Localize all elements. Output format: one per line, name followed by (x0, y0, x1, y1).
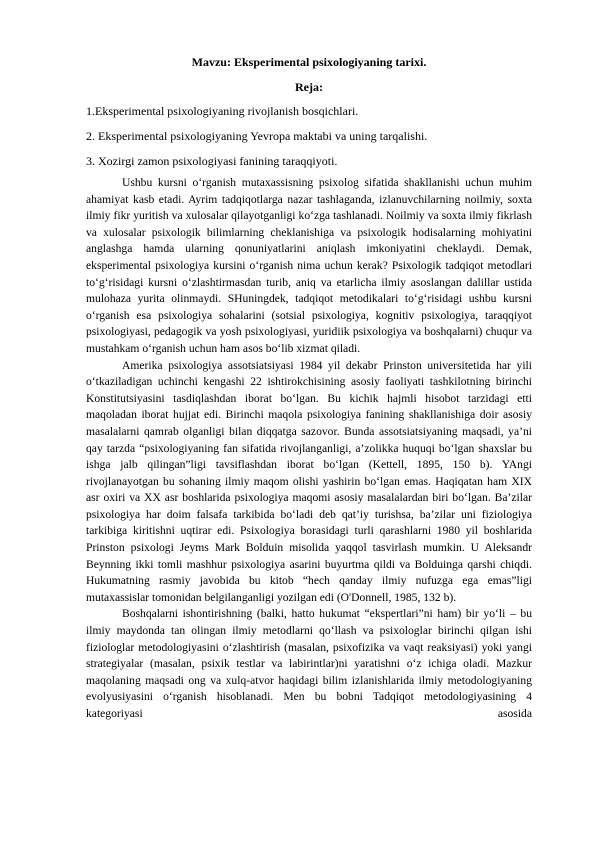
paragraph-3: Boshqalarni ishontirishning (balki, hatto hukumat “ekspertlari”ni ham) bir yo‘li – bu ilmiy maydonda tan olingan ilmiy metodlarni qo‘llash va psixologlar birinchi qilgan ishi fiziologlar metodologiyasini o‘zlashtirish (masalan, psixofizika va vaqt reaksiyasi) yoki yangi strategiyalar (masalan, psixik testlar va labirintlar)ni yaratishni o‘z ichiga oladi. Mazkur maqolaning maqsadi ong va xulq-atvor haqidagi bilim izlanishlarida ilmiy metodologiyaning evolyusiyasini o‘rganish hisoblanadi. Men bu bobni Tadqiqot metodologiyasining 4 kategoriyasi asosida (86, 607, 532, 720)
document-subtitle: Reja: (295, 80, 323, 94)
plan-list (86, 104, 532, 169)
document-title: Mavzu: Eksperimental psixologiyaning tarixi. (191, 55, 427, 69)
body-text (86, 175, 532, 723)
plan-item-2: 2. Eksperimental psixologiyaning Yevropa maktabi va uning tarqalishi. (86, 129, 428, 143)
plan-item-1: 1.Eksperimental psixologiyaning rivojlanish bosqichlari. (86, 104, 359, 118)
document-page (86, 55, 532, 723)
paragraph-2: Amerika psixologiya assotsiatsiyasi 1984 yil dekabr Prinston universitetida har yili o‘tkaziladigan uchinchi kengashi 22 ishtirokchisining asosiy faoliyati tashkilotning birinchi Konstitutsiyasini tasdiqlashdan iborat bo‘lgan. Bu kichik hajmli hisobot tarzidagi etti maqoladan iborat hujjat edi. Birinchi maqola psixologiya fanining shakllanishiga doir asosiy masalalarni qamrab olganligi bilan diqqatga sazovor. Bunda assotsiatsiyaning maqsadi, ya’ni qay tarzda “psixologiyaning fan sifatida rivojlanganligi, a’zolikka huquqi bo‘lgan shaxslar bu ishga jalb qilingan”ligi tavsiflashdan iborat bo‘lgan (Kettell, 1895, 150 b). YAngi rivojlanayotgan bu sohaning ilmiy maqom olishi yashirin bo‘lgan emas. Haqiqatan ham XIX asr oxiri va XX asr boshlarida psixologiya maqomi asosiy masalalardan biri bo‘lgan. Ba’zilar psixologiya har doim falsafa tarkibida bo‘ladi deb qat’iy turishsa, ba’zilar uni fiziologiya tarkibiga kiritishni uqtirar edi. Psixologiya borasidagi turli qarashlarni 1980 yil boshlarida Prinston psixologi Jeyms Mark Bolduin misolida yaqqol tasvirlash mumkin. U Aleksandr Beynning ikki tomli mashhur psixologiya asarini buyurtma qildi va Bolduinga qarshi chiqdi. Hukumatning rasmiy javobida bu kitob “hech qanday ilmiy nufuzga ega emas”ligi mutaxassislar tomonidan belgilanganligi yozilgan edi (O'Donnell, 1985, 132 b). (86, 358, 532, 604)
paragraph-1: Ushbu kursni o‘rganish mutaxassisning psixolog sifatida shakllanishi uchun muhim ahamiyat kasb etadi. Ayrim tadqiqotlarga nazar tashlaganda, izlanuvchilarning noilmiy, soxta ilmiy fikr yuritish va xulosalar qilayotganligi ko‘zga tashlanadi. Noilmiy va soxta ilmiy fikrlash va xulosalar psixologik bilimlarning cheklanishiga va psixologik hodisalarning mohiyatini anglashga hamda ularning qonuniyatlarini aniqlash imkoniyatini cheklaydi. Demak, eksperimental psixologiya kursini o‘rganish nima uchun kerak? Psixologik tadqiqot metodlari to‘g‘risidagi kursni o‘zlashtirmasdan turib, aniq va etarlicha ilmiy asoslangan dalillar ustida mulohaza yurita olinmaydi. SHuningdek, tadqiqot metodikalari to‘g‘risidagi ushbu kursni o‘rganish esa psixologiya sohalarini (sotsial psixologiya, kognitiv psixologiya, taraqqiyot psixologiyasi, pedagogik va yosh psixologiyasi, yuridiik psixologiya va boshqalarni) chuqur va mustahkam o‘rganish uchun ham asos bo‘lib xizmat qiladi. (86, 176, 532, 355)
plan-item-3: 3. Xozirgi zamon psixologiyasi fanining taraqqiyoti. (86, 154, 338, 168)
